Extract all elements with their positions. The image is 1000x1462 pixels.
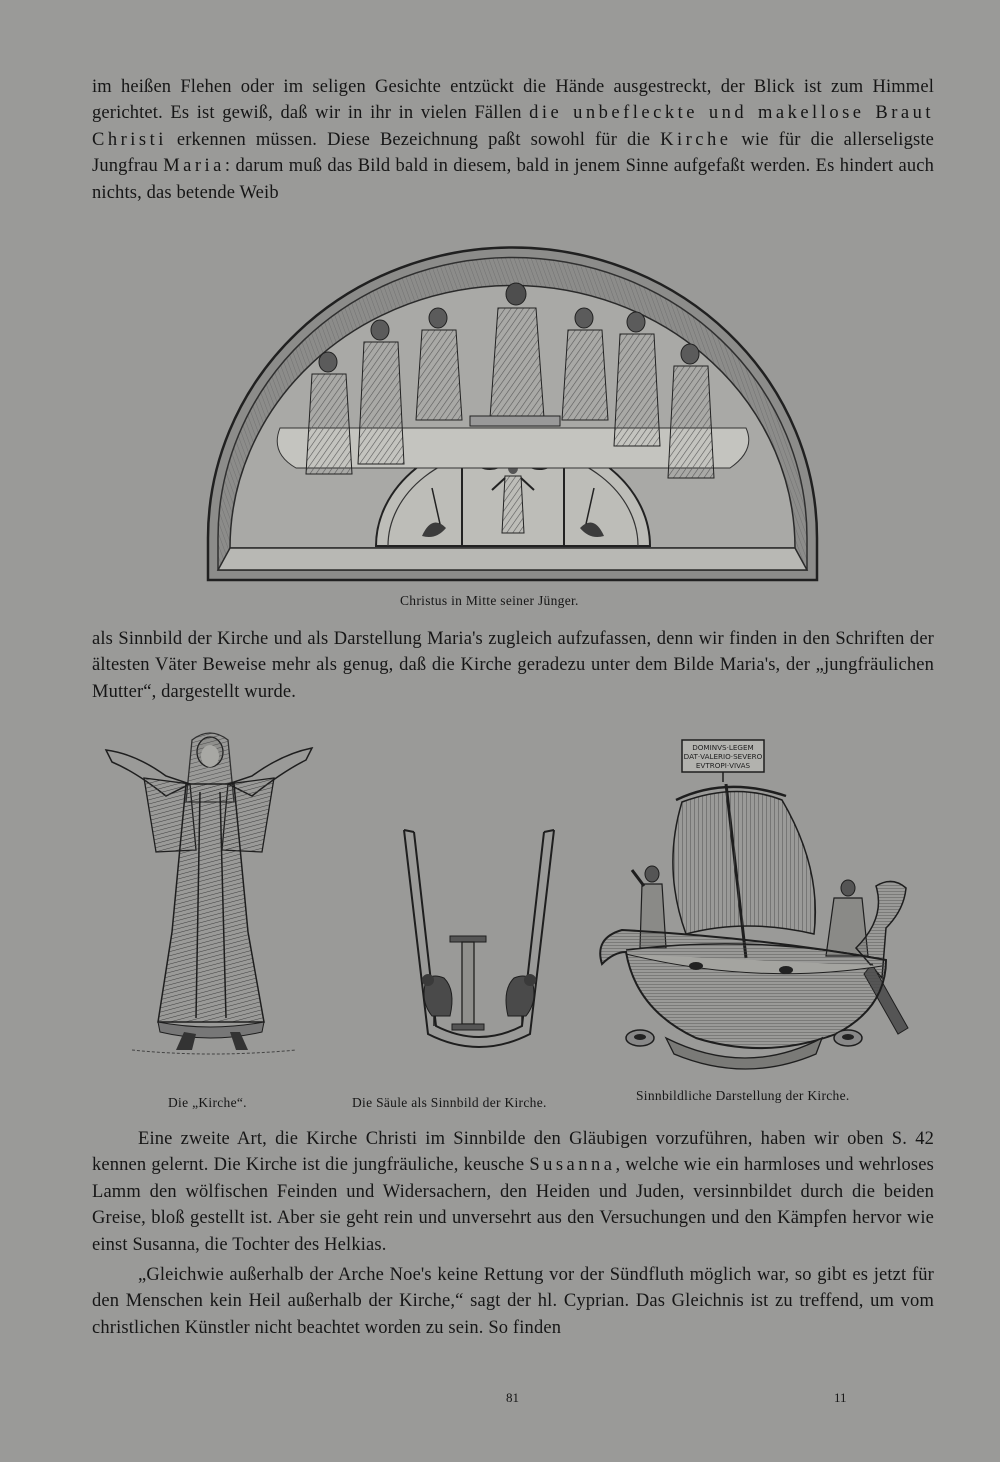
ship-lamp-caption: Sinnbildliche Darstellung der Kirche. bbox=[636, 1088, 850, 1103]
spaced-emphasis: Maria bbox=[163, 156, 225, 177]
ship-sign-line-3: EVTROPI·VIVAS bbox=[695, 761, 751, 770]
paragraph-middle-text: als Sinnbild der Kirche und als Darstellung Maria's zugleich aufzufassen, denn wir finden in den Schriften der ältesten Väter Beweise mehr als genug, daß die Kirche geradezu unter dem Bilde Maria's, der „jungfräulichen Mutter“, dargestellt wurde. bbox=[92, 629, 934, 702]
column-engraving bbox=[394, 820, 564, 1070]
page-number: 81 bbox=[506, 1390, 519, 1405]
ship-sign-line-2: DAT·VALERIO·SEVERO bbox=[683, 752, 763, 761]
orant-caption: Die „Kirche“. bbox=[168, 1095, 247, 1110]
paragraph-bottom bbox=[92, 1126, 934, 1341]
text-segment: erkennen müssen. Diese Bezeichnung paßt sowohl für die bbox=[166, 129, 661, 150]
text-segment: , welche wie ein harmloses und wehrloses Lamm den wölfischen Feinden und Widersachern, den Heiden und Juden, versinnbildet durch die beiden Greise, bloß gestellt ist. Aber sie geht rein und unversehrt aus den Versuchungen und den Kämpfen hervor wie einst Susanna, die Tochter des Helkias. bbox=[92, 1155, 934, 1255]
spaced-emphasis: Susanna bbox=[529, 1155, 616, 1176]
column-caption: Die Säule als Sinnbild der Kirche. bbox=[352, 1095, 547, 1110]
spaced-emphasis: Kirche bbox=[660, 129, 732, 150]
signature-mark: 11 bbox=[834, 1390, 847, 1405]
lunette-engraving bbox=[200, 238, 825, 586]
ship-lamp-engraving bbox=[586, 738, 916, 1078]
spaced-emphasis: die unbefleckte und makellose Braut Christi bbox=[92, 103, 934, 150]
paragraph-top bbox=[92, 74, 934, 206]
text-segment: im heißen Flehen oder im seligen Gesichte entzückt die Hände ausgestreckt, der Blick ist zum Himmel gerichtet. Es ist gewiß, daß wir in ihr in vielen Fällen bbox=[92, 77, 934, 124]
ship-sign-line-1: DOMINVS·LEGEM bbox=[692, 743, 754, 752]
text-segment: wie für die allerseligste Jungfrau bbox=[92, 129, 934, 177]
orant-engraving bbox=[92, 732, 332, 1062]
paragraph-middle bbox=[92, 626, 934, 705]
orant-figure bbox=[92, 732, 332, 1062]
text-segment: : darum muß das Bild bald in diesem, bald in jenem Sinne aufgefaßt werden. Es hindert auch nichts, das betende Weib bbox=[92, 156, 934, 203]
paragraph-bottom-1 bbox=[92, 1126, 934, 1258]
paragraph-top-text bbox=[92, 74, 934, 206]
text-segment: Eine zweite Art, die Kirche Christi im Sinnbilde den Gläubigen vorzuführen, haben wir oben S. 42 kennen gelernt. Die Kirche ist die jungfräuliche, keusche bbox=[92, 1129, 934, 1176]
ship-lamp-figure bbox=[586, 738, 916, 1078]
column-figure bbox=[394, 820, 564, 1070]
lunette-caption: Christus in Mitte seiner Jünger. bbox=[400, 593, 579, 608]
lunette-illustration bbox=[200, 238, 825, 586]
paragraph-bottom-2: „Gleichwie außerhalb der Arche Noe's keine Rettung vor der Sündfluth möglich war, so gibt es jetzt für den Menschen kein Heil außerhalb der Kirche,“ sagt der hl. Cyprian. Das Gleichnis ist zu treffend, um vom christlichen Künstler nicht beachtet worden zu sein. So finden bbox=[92, 1265, 934, 1338]
